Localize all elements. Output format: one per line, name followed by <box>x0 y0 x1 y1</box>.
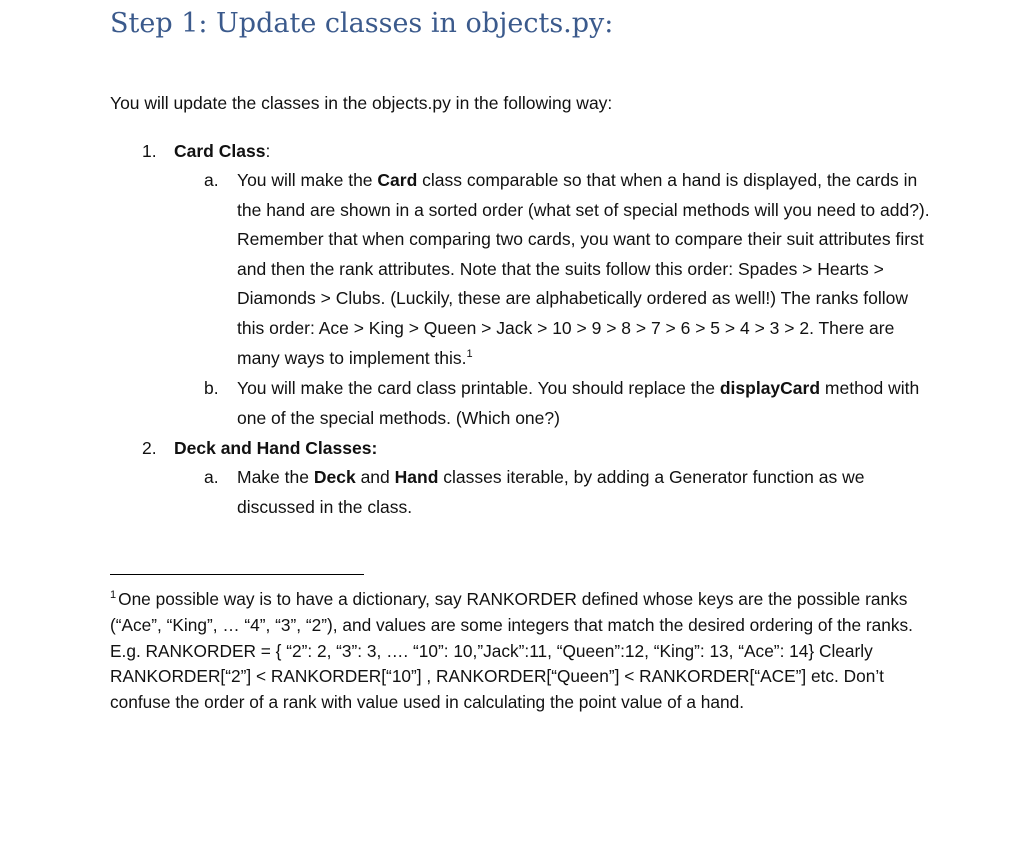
item-text: You will make the Card class comparable so that when a hand is displayed, the cards in the hand are shown in a sorted order (what set of special methods will you need to add?). Remember that when comparing two cards, you want to compare their suit attributes first and then the rank attributes. Note that the suits follow this order: Spades > Hearts > Diamonds > Clubs. (Luckily, these are alphabetically ordered as well!) The ranks follow this order: Ace > King > Queen > Jack > 10 > 9 > 8 > 7 > 6 > 5 > 4 > 3 > 2. There are many ways to implement this.$^1$ <box>237 170 930 368</box>
section-number: 1. <box>142 141 157 161</box>
footnote-text: One possible way is to have a dictionary, say RANKORDER defined whose keys are the possible ranks (“Ace”, “King”, … “4”, “3”, “2”), and values are some integers that match the desired ordering of the ranks. E.g. RANKORDER = { “2”: 2, “3”: 3, …. “10”: 10,”Jack”:11, “Queen”:12, “King”: 13, “Ace”: 14} Clearly RANKORDER[“2”] < RANKORDER[“10”] , RANKORDER[“Queen”] < RANKORDER[“ACE”] etc. Don’t confuse the order of a rank with value used in calculating the point value of a hand. <box>110 589 913 713</box>
intro-paragraph: You will update the classes in the objects.py in the following way: <box>110 93 613 113</box>
section-title-colon: : <box>265 141 271 161</box>
item-letter: a. <box>204 170 219 190</box>
section-title: Card Class <box>174 141 266 161</box>
item-letter: a. <box>204 467 219 487</box>
page-heading: Step 1: Update classes in objects.py: <box>110 8 614 39</box>
class-name-deck: Deck <box>313 467 356 487</box>
deck-hand-item-a <box>204 463 939 522</box>
section-card-class <box>142 141 270 162</box>
item-text: Make the Deck and Hand classes iterable, by adding a Generator function as we discussed in the class. <box>237 467 865 517</box>
footnote-mark: 1 <box>110 589 117 602</box>
item-letter: b. <box>204 378 219 398</box>
section-number: 2. <box>142 438 157 458</box>
method-name-displaycard: displayCard <box>719 378 821 398</box>
section-title: Deck and Hand Classes: <box>174 438 378 458</box>
footnote-reference[interactable]: 1 <box>466 347 473 360</box>
card-item-a <box>204 166 939 373</box>
class-name-card: Card <box>377 170 418 190</box>
footnote-separator <box>110 574 364 575</box>
class-name-hand: Hand <box>394 467 439 487</box>
footnote <box>110 587 940 716</box>
section-deck-hand-classes <box>142 438 377 459</box>
item-text: You will make the card class printable. You should replace the displayCard method with one of the special methods. (Which one?) <box>237 378 920 428</box>
card-item-b <box>204 374 939 433</box>
